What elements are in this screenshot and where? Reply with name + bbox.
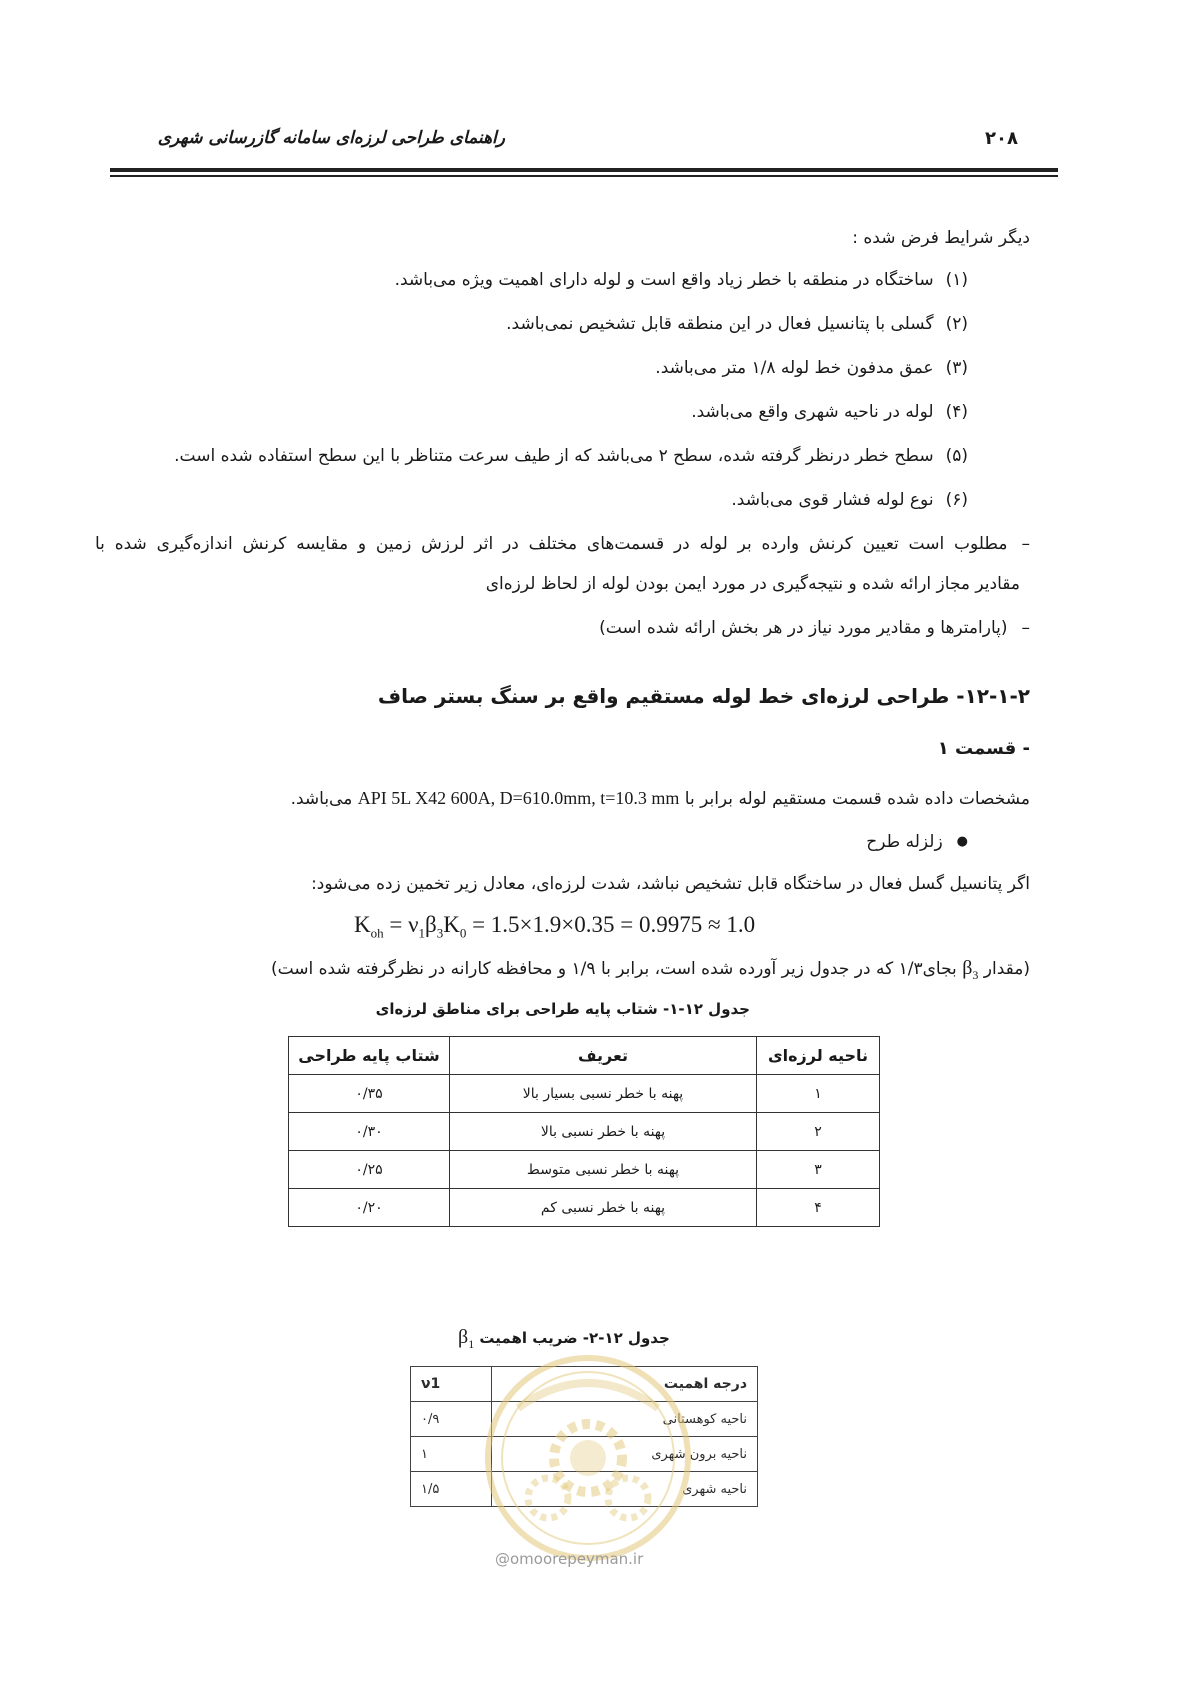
bullet-text: زلزله طرح <box>866 832 943 852</box>
column-header: ν1 <box>411 1367 492 1402</box>
column-header: درجه اهمیت <box>492 1367 758 1402</box>
bullet-dot-icon: ● <box>956 834 968 849</box>
seismic-intensity-formula: $K_{oh} = \nu_1\beta_3K_0 = 1.5\times 1.9\times 0.35 = 0.9975 \approx 1.0$ <box>354 912 756 941</box>
note-prefix: (مقدار <box>983 959 1030 979</box>
table-cell: ۲ <box>757 1113 880 1151</box>
assumption-text: گسلی با پتانسیل فعال در این منطقه قابل تشخیص نمی‌باشد. <box>506 314 934 334</box>
column-header: ناحیه لرزه‌ای <box>757 1037 880 1075</box>
header-rule-thick <box>110 168 1058 172</box>
assumption-number: (۱) <box>945 270 968 290</box>
spec-suffix: می‌باشد. <box>290 789 353 809</box>
part-heading: - قسمت ۱ <box>937 738 1030 759</box>
assumption-item <box>691 400 968 424</box>
design-acceleration-table <box>288 1036 880 1227</box>
task-item-line-1 <box>95 532 1030 556</box>
table-cell: ۰/۲۵ <box>289 1151 450 1189</box>
intro-line: دیگر شرایط فرض شده : <box>852 228 1030 248</box>
note-line <box>271 956 1030 987</box>
paragraph: اگر پتانسیل گسل فعال در ساختگاه قابل تشخیص نباشد، شدت لرزه‌ای، معادل زیر تخمین زده می‌شود: <box>311 874 1030 894</box>
table2-caption-symbol: $\beta_1$ <box>458 1326 475 1351</box>
table2-caption-text: جدول ۱۲-۲- ضریب اهمیت <box>479 1329 670 1347</box>
header-rule-thin <box>110 175 1058 177</box>
assumption-number: (۴) <box>945 402 968 422</box>
table-cell: ۱ <box>757 1075 880 1113</box>
task-item-text: مطلوب است تعیین کرنش وارده بر لوله در قسمت‌های مختلف در اثر لرزش زمین و مقایسه کرنش اندازه‌گیری شده با <box>95 534 1008 554</box>
column-header: تعریف <box>450 1037 757 1075</box>
table-cell: ۳ <box>757 1151 880 1189</box>
assumption-number: (۵) <box>945 446 968 466</box>
table-cell: ۰/۳۵ <box>289 1075 450 1113</box>
table2-caption <box>458 1326 670 1352</box>
table-cell: ناحیه کوهستانی <box>492 1402 758 1437</box>
assumption-text: نوع لوله فشار قوی می‌باشد. <box>731 490 934 510</box>
section-heading: ۱۲-۱-۲- طراحی لرزه‌ای خط لوله مستقیم واقع بر سنگ بستر صاف <box>377 684 1030 708</box>
table-header-row <box>411 1367 758 1402</box>
assumption-item <box>174 444 968 468</box>
importance-factor-table <box>410 1366 758 1507</box>
task-item-text: (پارامترها و مقادیر مورد نیاز در هر بخش ارائه شده است) <box>599 618 1008 638</box>
task-item-2 <box>599 616 1030 640</box>
assumption-number: (۶) <box>945 490 968 510</box>
table-row <box>411 1402 758 1437</box>
table-row <box>289 1113 880 1151</box>
table-row <box>411 1437 758 1472</box>
watermark-url: @omoorepeyman.ir <box>495 1550 644 1568</box>
spec-latin: API 5L X42 600A, D=610.0mm, t=10.3 mm <box>357 788 680 808</box>
assumption-text: سطح خطر درنظر گرفته شده، سطح ۲ می‌باشد که از طیف سرعت متناظر با این سطح استفاده شده است. <box>174 446 934 466</box>
assumption-item <box>655 356 968 380</box>
spec-prefix: مشخصات داده شده قسمت مستقیم لوله برابر با <box>684 789 1030 809</box>
assumption-number: (۳) <box>945 358 968 378</box>
note-symbol: $\beta_3$ <box>962 957 979 982</box>
table-header-row <box>289 1037 880 1075</box>
assumption-item <box>506 312 968 336</box>
table-row <box>289 1151 880 1189</box>
table-row <box>289 1189 880 1227</box>
assumption-item <box>731 488 968 512</box>
dash-marker: – <box>1021 534 1030 554</box>
assumption-text: عمق مدفون خط لوله ۱/۸ متر می‌باشد. <box>655 358 934 378</box>
assumption-text: ساختگاه در منطقه با خطر زیاد واقع است و لوله دارای اهمیت ویژه می‌باشد. <box>394 270 934 290</box>
table-cell: پهنه با خطر نسبی متوسط <box>450 1151 757 1189</box>
note-suffix: بجای۱/۳ که در جدول زیر آورده شده است، برابر با ۱/۹ و محافظه کارانه در نظرگرفته شده است) <box>270 959 957 979</box>
bullet-item <box>866 830 968 854</box>
table-cell: ۴ <box>757 1189 880 1227</box>
table-row <box>289 1075 880 1113</box>
table1-caption: جدول ۱۲-۱- شتاب پایه طراحی برای مناطق لرزه‌ای <box>375 1000 750 1018</box>
table-row <box>411 1472 758 1507</box>
table-cell: پهنه با خطر نسبی بسیار بالا <box>450 1075 757 1113</box>
table-cell: ۰/۹ <box>411 1402 492 1437</box>
running-header-title: راهنمای طراحی لرزه‌ای سامانه گازرسانی شهری <box>157 128 505 148</box>
table-cell: ۱ <box>411 1437 492 1472</box>
table-cell: ناحیه برون شهری <box>492 1437 758 1472</box>
column-header: شتاب پایه طراحی <box>289 1037 450 1075</box>
table-cell: پهنه با خطر نسبی بالا <box>450 1113 757 1151</box>
assumption-item <box>395 268 968 292</box>
table-cell: پهنه با خطر نسبی کم <box>450 1189 757 1227</box>
table-cell: ناحیه شهری <box>492 1472 758 1507</box>
assumption-number: (۲) <box>945 314 968 334</box>
page-number: ۲۰۸ <box>985 128 1018 149</box>
table-cell: ۰/۲۰ <box>289 1189 450 1227</box>
dash-marker: – <box>1021 618 1030 638</box>
assumption-text: لوله در ناحیه شهری واقع می‌باشد. <box>691 402 934 422</box>
table-cell: ۱/۵ <box>411 1472 492 1507</box>
task-item-line-2: مقادیر مجاز ارائه شده و نتیجه‌گیری در مورد ایمن بودن لوله از لحاظ لرزه‌ای <box>485 574 1020 594</box>
spec-line <box>291 786 1030 811</box>
table-cell: ۰/۳۰ <box>289 1113 450 1151</box>
